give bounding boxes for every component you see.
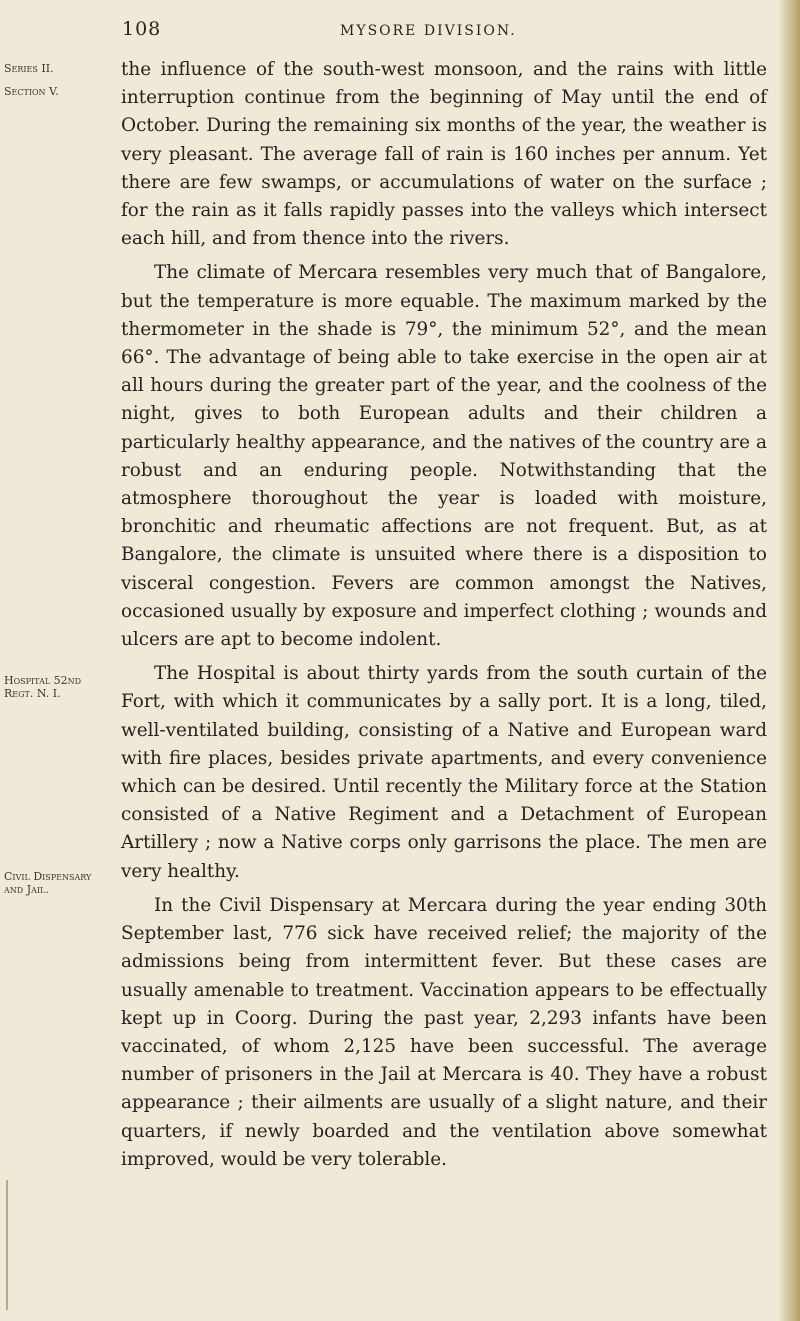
margin-note-civil: [4, 870, 94, 896]
margin-note-civil-line2: and Jail.: [4, 883, 49, 896]
margin-note-hospital-line1: Hospital 52nd: [4, 674, 82, 687]
margin-note-hospital: [4, 674, 94, 700]
page-header: [0, 14, 780, 44]
paragraph-climate: The climate of Mercara resembles very much that of Bangalore, but the temperature is more equable. The maximum marked by the thermometer in the shade is 79°, the minimum 52°, and the mean 66°. The advantage of being able to take exercise in the open air at all hours during the greater part of the year, and the coolness of the night, gives to both European adults and their children a particularly healthy appearance, and the natives of the country are a robust and an enduring people. Notwithstanding that the atmosphere thoroughout the year is loaded with moisture, bronchitic and rheumatic affections are not frequent. But, as at Bangalore, the climate is unsuited where there is a disposition to visceral congestion. Fevers are common amongst the Natives, occasioned usually by exposure and imperfect clothing ; wounds and ulcers are apt to become indolent.: [121, 262, 767, 651]
paragraph-monsoon: the influence of the south-west monsoon, and the rains with little interruption continue from the beginning of May until the end of October. During the remaining six months of the year, the weather is very pleasant. The average fall of rain is 160 inches per annum. Yet there are few swamps, or accumulations of water on the surface ; for the rain as it falls rapidly passes into the valleys which intersect each hill, and from thence into the rivers.: [121, 59, 767, 250]
margin-note-hospital-line2: Regt. N. I.: [4, 687, 61, 700]
page-number: 108: [122, 18, 162, 40]
margin-note-series-text: Series II.: [4, 62, 54, 75]
page-fold-mark: [6, 1180, 8, 1310]
running-head: MYSORE DIVISION.: [340, 23, 517, 39]
margin-note-section-text: Section V.: [4, 85, 59, 98]
paragraph-hospital: The Hospital is about thirty yards from the south curtain of the Fort, with which it communicates by a sally port. It is a long, tiled, well-ventilated building, consisting of a Native and European ward with fire places, besides private apartments, and every convenience which can be desired. Until recently the Military force at the Station consisted of a Native Regiment and a Detachment of European Artillery ; now a Native corps only garrisons the place. The men are very healthy.: [121, 663, 767, 882]
margin-note-series: [4, 62, 94, 98]
body-text: [121, 56, 767, 1180]
margin-note-civil-line1: Civil Dispensary: [4, 870, 92, 883]
page-edge: [780, 0, 800, 1321]
paragraph-civil-dispensary: In the Civil Dispensary at Mercara during the year ending 30th September last, 776 sick have received relief; the majority of the admissions being from intermittent fever. But these cases are usually amenable to treatment. Vaccination appears to be effectually kept up in Coorg. During the past year, 2,293 infants have been vaccinated, of whom 2,125 have been successful. The average number of prisoners in the Jail at Mercara is 40. They have a robust appearance ; their ailments are usually of a slight nature, and their quarters, if newly boarded and the ventilation above somewhat improved, would be very tolerable.: [121, 894, 767, 1170]
